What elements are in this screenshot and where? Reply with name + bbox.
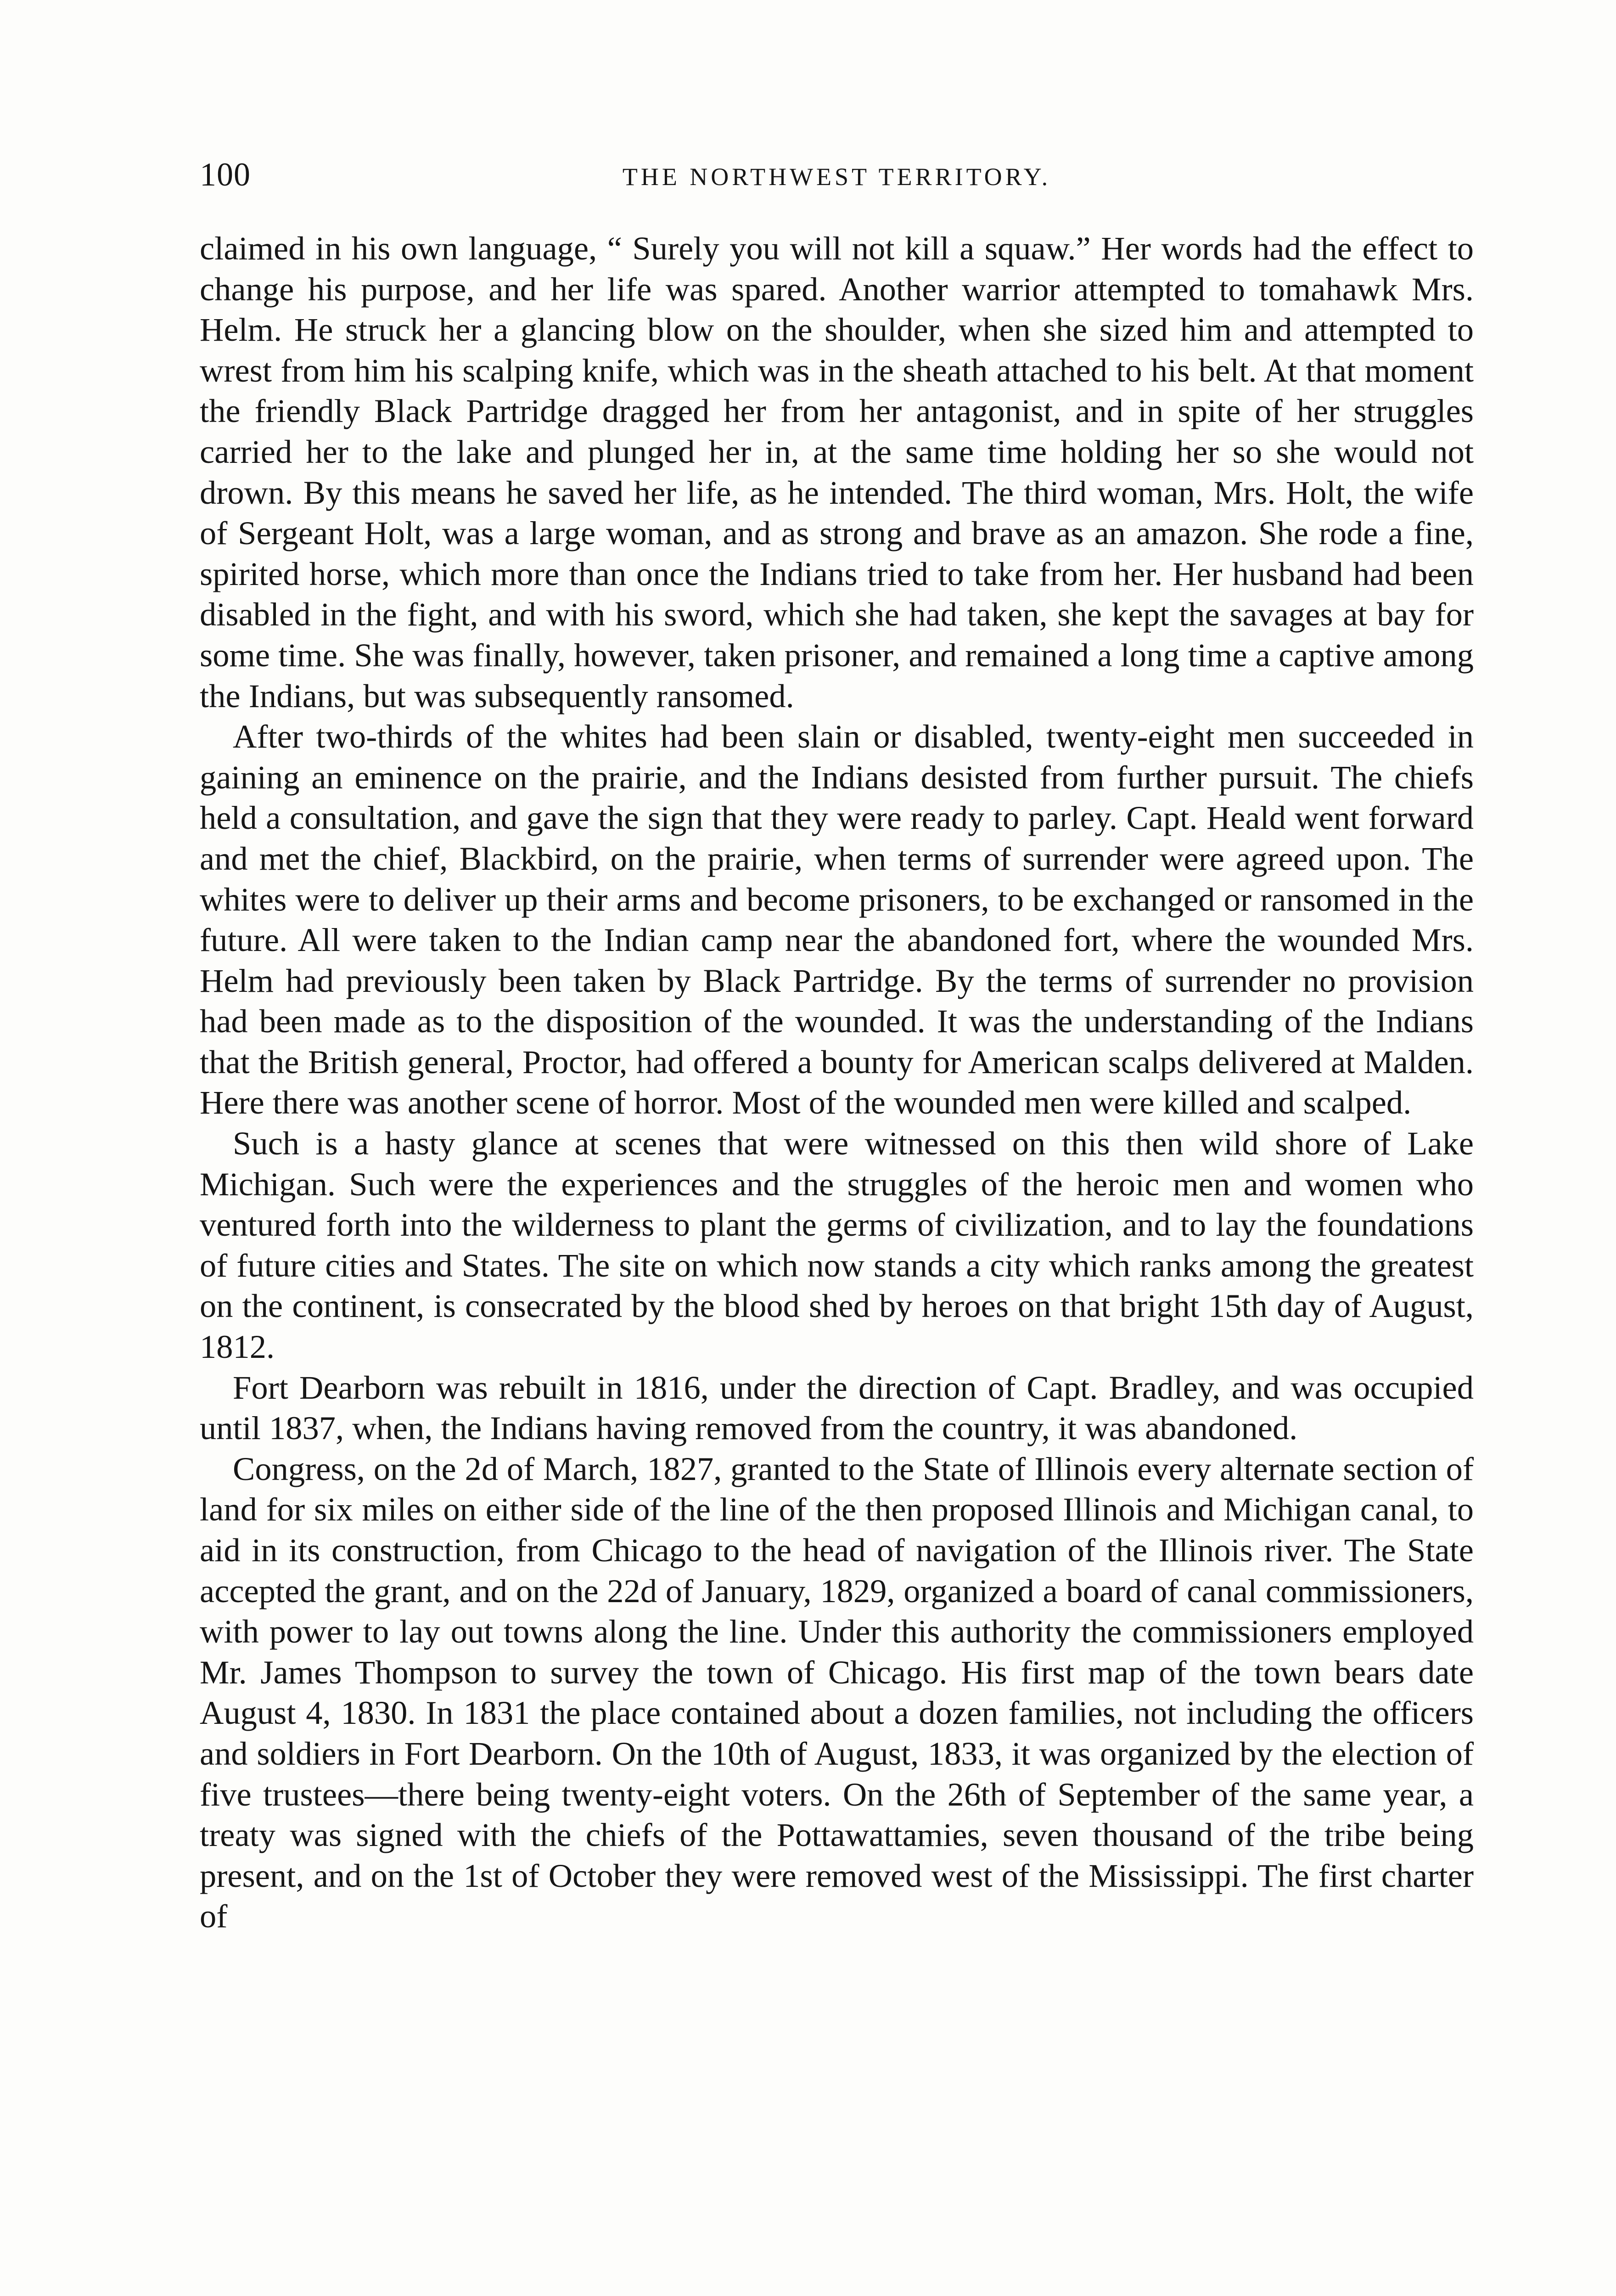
page-header — [200, 154, 1474, 195]
body-text — [200, 228, 1474, 1937]
paragraph: After two-thirds of the whites had been slain or disabled, twenty-eight men succeeded in gaining an eminence on the prairie, and the Indians desisted from further pursuit. The chiefs held a consultation, and gave the sign that they were ready to parley. Capt. Heald went forward and met the chief, Blackbird, on the prairie, when terms of surrender were agreed upon. The whites were to deliver up their arms and become prisoners, to be exchanged or ransomed in the future. All were taken to the Indian camp near the abandoned fort, where the wounded Mrs. Helm had previously been taken by Black Partridge. By the terms of surrender no provision had been made as to the disposition of the wounded. It was the understanding of the Indians that the British general, Proctor, had offered a bounty for American scalps delivered at Malden. Here there was another scene of horror. Most of the wounded men were killed and scalped. — [200, 718, 1474, 1121]
paragraph: Congress, on the 2d of March, 1827, granted to the State of Illinois every alternate section of land for six miles on either side of the line of the then proposed Illinois and Michigan canal, to aid in its construction, from Chicago to the head of navigation of the Illinois river. The State accepted the grant, and on the 22d of January, 1829, organized a board of canal commissioners, with power to lay out towns along the line. Under this authority the commissioners employed Mr. James Thompson to survey the town of Chicago. His first map of the town bears date August 4, 1830. In 1831 the place contained about a dozen families, not including the officers and soldiers in Fort Dearborn. On the 10th of August, 1833, it was organized by the election of five trustees—there being twenty-eight voters. On the 26th of September of the same year, a treaty was signed with the chiefs of the Pottawattamies, seven thousand of the tribe being present, and on the 1st of October they were removed west of the Mississippi. The first charter of — [200, 1450, 1474, 1935]
paragraph: Such is a hasty glance at scenes that were witnessed on this then wild shore of Lake Michigan. Such were the experiences and the struggles of the heroic men and women who ventured forth into the wilderness to plant the germs of civilization, and to lay the foundations of future cities and States. The site on which now stands a city which ranks among the greatest on the continent, is consecrated by the blood shed by heroes on that bright 15th day of August, 1812. — [200, 1125, 1474, 1366]
paragraph-continued: claimed in his own language, “ Surely you will not kill a squaw.” Her words had the effect to change his purpose, and her life was spared. Another warrior attempted to tomahawk Mrs. Helm. He struck her a glancing blow on the shoulder, when she sized him and attempted to wrest from him his scalping knife, which was in the sheath attached to his belt. At that moment the friendly Black Partridge dragged her from her antagonist, and in spite of her struggles carried her to the lake and plunged her in, at the same time holding her so she would not drown. By this means he saved her life, as he intended. The third woman, Mrs. Holt, the wife of Sergeant Holt, was a large woman, and as strong and brave as an amazon. She rode a fine, spirited horse, which more than once the Indians tried to take from her. Her husband had been disabled in the fight, and with his sword, which she had taken, she kept the savages at bay for some time. She was finally, however, taken prisoner, and remained a long time a captive among the Indians, but was subsequently ransomed. — [200, 230, 1474, 715]
page-number: 100 — [200, 156, 251, 193]
paragraph: Fort Dearborn was rebuilt in 1816, under the direction of Capt. Bradley, and was occupied until 1837, when, the Indians having removed from the country, it was abandoned. — [200, 1368, 1474, 1447]
running-title: THE NORTHWEST TERRITORY. — [622, 163, 1051, 191]
